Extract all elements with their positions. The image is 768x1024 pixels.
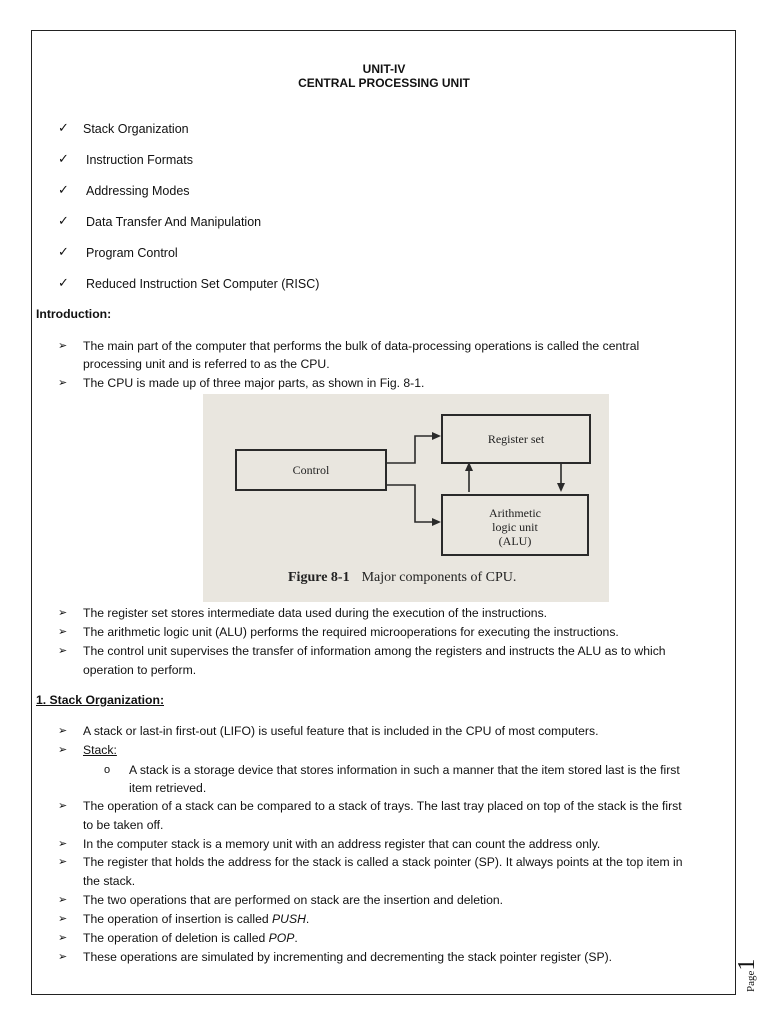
page-number — [734, 959, 761, 992]
stack-text: A stack is a storage device that stores information in such a manner that the item stored last is the first — [129, 763, 680, 777]
figure-caption-text: Major components of CPU. — [361, 570, 517, 585]
stack-label: Stack: — [83, 743, 117, 757]
intro-text: The register set stores intermediate data used during the execution of the instructions. — [83, 606, 548, 620]
arrow-bullet-icon: ➢ — [58, 838, 68, 850]
arrow-bullet-icon: ➢ — [58, 377, 68, 389]
control-label: Control — [292, 463, 330, 477]
push-suffix: . — [305, 912, 310, 926]
push-term: PUSH — [272, 912, 306, 926]
stack-text: the stack. — [83, 874, 136, 888]
toc-item: Reduced Instruction Set Computer (RISC) — [86, 277, 320, 291]
stack-text: A stack or last-in first-out (LIFO) is useful feature that is included in the CPU of most computers. — [83, 724, 599, 738]
arrow-bullet-icon: ➢ — [58, 932, 68, 944]
arrow-bullet-icon: ➢ — [58, 725, 68, 737]
check-icon: ✓ — [58, 244, 69, 259]
arrow-bullet-icon: ➢ — [58, 626, 68, 638]
toc-item: Program Control — [86, 246, 178, 260]
push-prefix: The operation of insertion is called — [83, 912, 273, 926]
intro-text: The control unit supervises the transfer of information among the registers and instructs the ALU as to which — [83, 644, 666, 658]
control-box — [235, 449, 387, 491]
arrow-bullet-icon: ➢ — [58, 856, 68, 868]
arrow-bullet-icon: ➢ — [58, 800, 68, 812]
introduction-heading: Introduction: — [36, 307, 112, 321]
intro-text: processing unit and is referred to as the CPU. — [83, 357, 330, 371]
alu-label-line: (ALU) — [498, 534, 532, 548]
arrow-bullet-icon: ➢ — [58, 744, 68, 756]
unit-heading: UNIT-IV — [362, 62, 406, 76]
stack-text: to be taken off. — [83, 818, 164, 832]
arrow-bullet-icon: ➢ — [58, 340, 68, 352]
arrow-bullet-icon: ➢ — [58, 913, 68, 925]
intro-text: The arithmetic logic unit (ALU) performs the required microoperations for executing the instructions. — [83, 625, 619, 639]
page-title: CENTRAL PROCESSING UNIT — [298, 76, 470, 90]
stack-text: These operations are simulated by incrementing and decrementing the stack pointer register (SP). — [83, 950, 613, 964]
toc-item: Stack Organization — [83, 122, 189, 136]
check-icon: ✓ — [58, 151, 69, 166]
toc-item: Instruction Formats — [86, 153, 193, 167]
page-number-value: 1 — [734, 958, 760, 971]
pop-suffix: . — [294, 931, 298, 945]
arrow-bullet-icon: ➢ — [58, 951, 68, 963]
intro-text: The main part of the computer that performs the bulk of data-processing operations is called the central — [83, 339, 640, 353]
register-set-label: Register set — [487, 432, 545, 446]
stack-text: The two operations that are performed on stack are the insertion and deletion. — [83, 893, 504, 907]
check-icon: ✓ — [58, 182, 69, 197]
intro-text: The CPU is made up of three major parts, as shown in Fig. 8-1. — [83, 376, 425, 390]
check-icon: ✓ — [58, 120, 69, 135]
toc-item: Addressing Modes — [86, 184, 190, 198]
check-icon: ✓ — [58, 275, 69, 290]
arrow-bullet-icon: ➢ — [58, 607, 68, 619]
register-set-box — [441, 414, 591, 464]
figure-caption — [288, 570, 516, 586]
check-icon: ✓ — [58, 213, 69, 228]
pop-prefix: The operation of deletion is called — [83, 931, 269, 945]
stack-text: The operation of a stack can be compared to a stack of trays. The last tray placed on top of the stack is the first — [83, 799, 682, 813]
alu-box — [441, 494, 589, 556]
alu-label-line: Arithmetic — [489, 506, 541, 520]
toc-item: Data Transfer And Manipulation — [86, 215, 262, 229]
intro-text: operation to perform. — [83, 663, 197, 677]
stack-text: In the computer stack is a memory unit with an address register that can count the address only. — [83, 837, 601, 851]
arrow-bullet-icon: ➢ — [58, 894, 68, 906]
stack-text — [83, 930, 298, 946]
figure-number: Figure 8-1 — [288, 570, 350, 585]
stack-organization-heading: 1. Stack Organization: — [36, 693, 164, 707]
cpu-components-figure — [203, 394, 609, 602]
circle-bullet-icon: o — [104, 764, 111, 776]
stack-text: The register that holds the address for the stack is called a stack pointer (SP). It always points at the top item in — [83, 855, 683, 869]
alu-label-line: logic unit — [492, 520, 538, 534]
pop-term: POP — [268, 931, 295, 945]
stack-text — [83, 911, 309, 927]
stack-text: item retrieved. — [129, 781, 207, 795]
arrow-bullet-icon: ➢ — [58, 645, 68, 657]
page-label: Page — [745, 970, 757, 992]
